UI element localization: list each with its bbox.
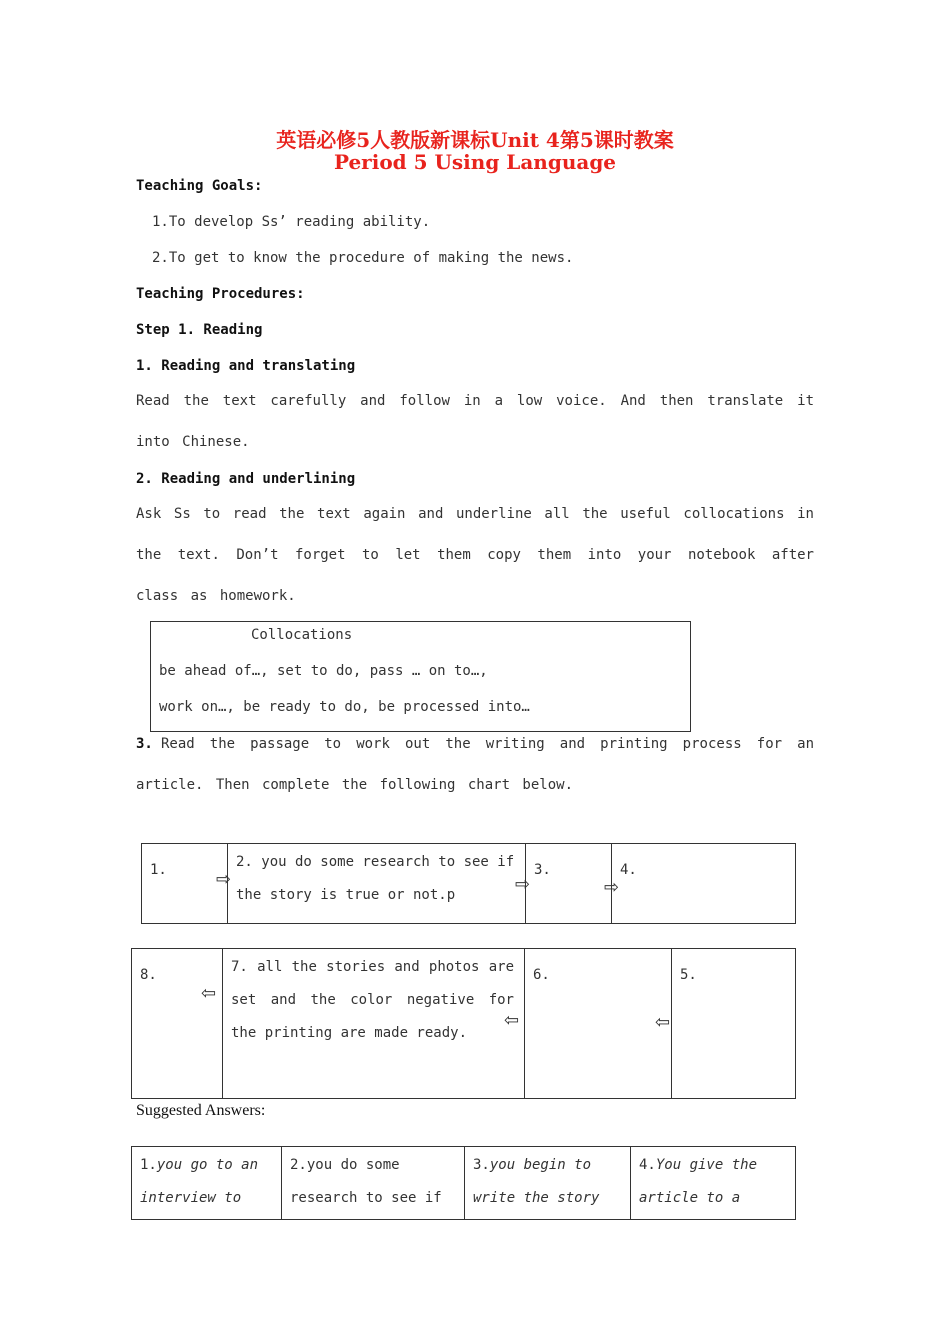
answers-heading: Suggested Answers: (136, 1102, 266, 1119)
sub1-text: Read the text carefully and follow in a low voice. And then translate it into Chinese. (136, 393, 814, 450)
answer-cell-4-line-2: article to a (639, 1190, 741, 1206)
right-arrow-icon: ⇨ (604, 877, 620, 898)
collocations-line-2: work on…, be ready to do, be processed into… (159, 699, 530, 715)
left-arrow-icon: ⇦ (504, 1010, 520, 1031)
goals-heading: Teaching Goals: (136, 178, 263, 194)
chart-cell-7-line-1: 7. all the stories and photos are (231, 959, 514, 975)
right-arrow-icon: ⇨ (515, 874, 531, 895)
left-arrow-icon: ⇦ (655, 1012, 671, 1033)
chart-cell-7 (223, 949, 525, 1098)
document-subtitle: Period 5 Using Language (333, 150, 617, 174)
chart-cell-1: 1. (142, 844, 228, 923)
sub3-number: 3. (136, 736, 153, 752)
step1-heading: Step 1. Reading (136, 322, 263, 338)
left-arrow-icon: ⇦ (201, 983, 217, 1004)
answer-cell-3-line-2: write the story (473, 1190, 600, 1206)
document-title: 英语必修5人教版新课标Unit 4第5课时教案 (276, 128, 674, 152)
chart-cell-2-line-2: the story is true or not.p (236, 887, 456, 903)
answer-cell-4: 4.You give the article to a (631, 1147, 797, 1219)
chart-cell-5: 5. (680, 967, 697, 983)
answer-cell-1: 1.you go to an interview to (132, 1147, 282, 1219)
sub1-heading: 1. Reading and translating (136, 358, 356, 374)
goal-item-2: 2.To get to know the procedure of making the news. (152, 250, 574, 266)
procedures-heading: Teaching Procedures: (136, 286, 305, 302)
process-chart-row-2 (131, 948, 796, 1099)
answer-cell-3: 3.you begin to write the story (465, 1147, 631, 1219)
answer-cell-2: 2.you do some research to see if (282, 1147, 465, 1219)
process-chart-row-1 (141, 843, 796, 924)
right-arrow-icon: ⇨ (216, 869, 232, 890)
collocations-title: Collocations (251, 627, 353, 643)
answer-cell-2-line-2: research to see if (290, 1190, 442, 1206)
answers-table (131, 1146, 796, 1220)
collocations-box (150, 621, 691, 732)
chart-cell-7-line-2: set and the color negative for (231, 992, 514, 1008)
goal-item-1: 1.To develop Ss’ reading ability. (152, 214, 431, 230)
sub2-text: Ask Ss to read the text again and underline all the useful collocations in the text. Don’t forget to let them copy them into your notebook after class as homework. (136, 506, 814, 604)
sub2-heading: 2. Reading and underlining (136, 471, 356, 487)
chart-cell-8: 8. (132, 949, 223, 1098)
chart-cell-3: 3. (526, 844, 612, 923)
chart-cell-6: 6. (525, 949, 672, 1098)
chart-cell-2-line-1: 2. you do some research to see if (236, 854, 515, 870)
sub3-text: Read the passage to work out the writing and printing process for an article. Then complete the following chart below. (136, 736, 814, 793)
chart-cell-4: 4. (620, 862, 637, 878)
chart-cell-2 (228, 844, 526, 923)
answer-cell-1-line-2: interview to (140, 1190, 242, 1206)
collocations-line-1: be ahead of…, set to do, pass … on to…, (159, 663, 488, 679)
chart-cell-7-line-3: the printing are made ready. (231, 1025, 468, 1041)
